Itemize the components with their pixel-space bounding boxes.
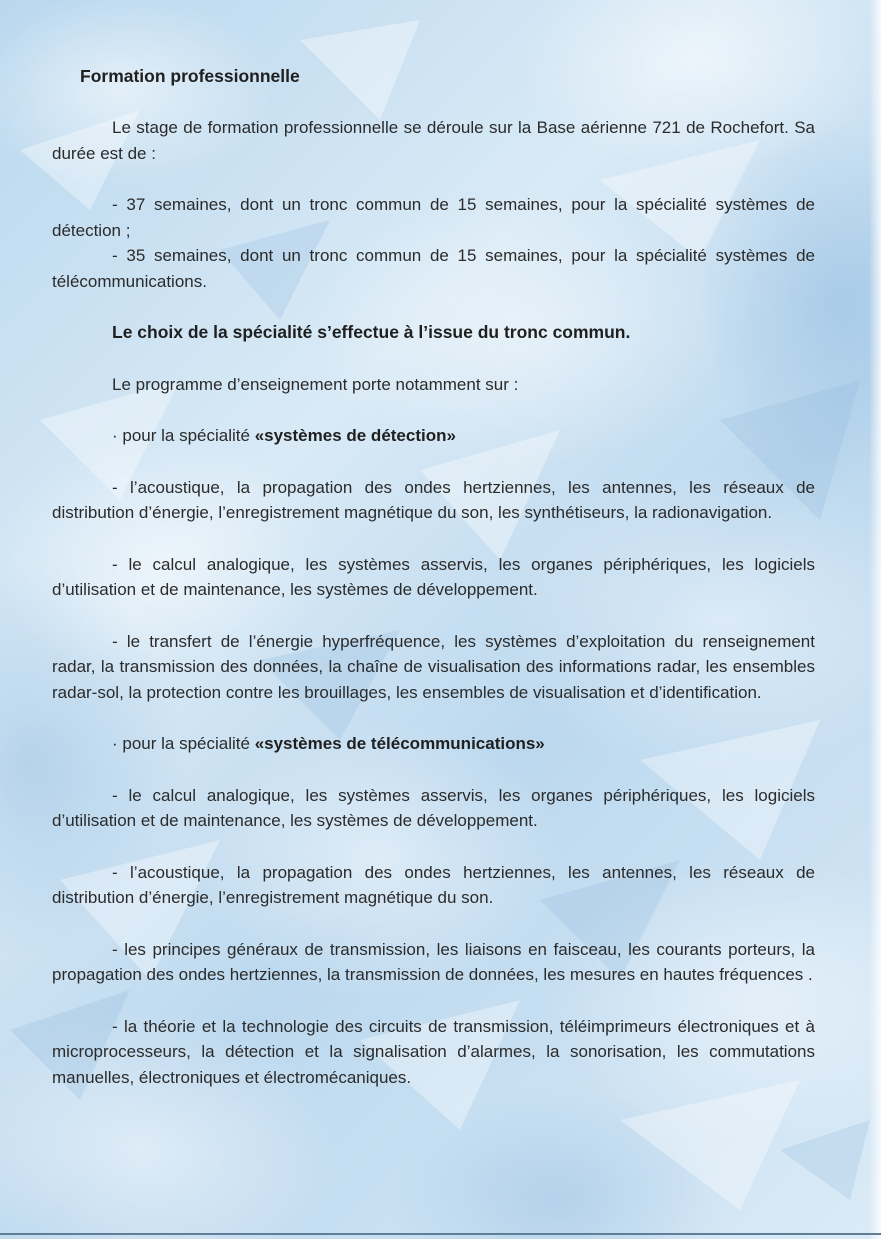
specialty-prefix: · pour la spécialité — [112, 426, 255, 445]
specialty-heading-telecom — [52, 731, 815, 757]
detection-item-1: - l’acoustique, la propagation des ondes hertziennes, les antennes, les réseaux de distribution d’énergie, l’enregistrement magnétique du son, les synthétiseurs, la radionavigation. — [52, 477, 815, 522]
intro-paragraph: Le stage de formation professionnelle se déroule sur la Base aérienne 721 de Rochefort. Sa durée est de : — [52, 118, 815, 163]
choice-note: Le choix de la spécialité s’effectue à l’issue du tronc commun. — [112, 322, 631, 342]
program-intro: Le programme d’enseignement porte notamment sur : — [112, 374, 519, 394]
specialty-name: «systèmes de détection» — [254, 426, 456, 445]
page-bottom-border — [0, 1233, 881, 1235]
detection-item-2: - le calcul analogique, les systèmes asservis, les organes périphériques, les logiciels d’utilisation et de maintenance, les systèmes de développement. — [52, 554, 815, 599]
telecom-item-3: - les principes généraux de transmission, les liaisons en faisceau, les courants porteurs, la propagation des ondes hertziennes, la transmission de données, les mesures en hautes fréquences . — [52, 939, 815, 984]
page-title: Formation professionnelle — [80, 66, 300, 86]
duration-item-detection: - 37 semaines, dont un tronc commun de 15 semaines, pour la spécialité systèmes de détection ; — [52, 195, 815, 240]
specialty-heading-detection — [52, 423, 815, 449]
detection-item-3: - le transfert de l’énergie hyperfréquence, les systèmes d’exploitation du renseignement radar, la transmission des données, la chaîne de visualisation des informations radar, les ensembles radar-sol, la protection contre les brouillages, les ensembles de visualisation et d’identification. — [52, 631, 815, 702]
telecom-item-1: - le calcul analogique, les systèmes asservis, les organes périphériques, les logiciels d’utilisation et de maintenance, les systèmes de développement. — [52, 785, 815, 830]
telecom-item-2: - l’acoustique, la propagation des ondes hertziennes, les antennes, les réseaux de distribution d’énergie, l’enregistrement magnétique du son. — [52, 862, 815, 907]
specialty-name: «systèmes de télécommunications» — [254, 734, 545, 753]
page-edge-highlight — [869, 0, 881, 1239]
document-body — [52, 64, 815, 1090]
duration-item-telecom: - 35 semaines, dont un tronc commun de 15 semaines, pour la spécialité systèmes de télécommunications. — [52, 246, 815, 291]
telecom-item-4: - la théorie et la technologie des circuits de transmission, téléimprimeurs électroniques et à microprocesseurs, la détection et la signalisation d’alarmes, la sonorisation, les commutations manuelles, électroniques et électromécaniques. — [52, 1016, 815, 1087]
specialty-prefix: · pour la spécialité — [112, 734, 255, 753]
